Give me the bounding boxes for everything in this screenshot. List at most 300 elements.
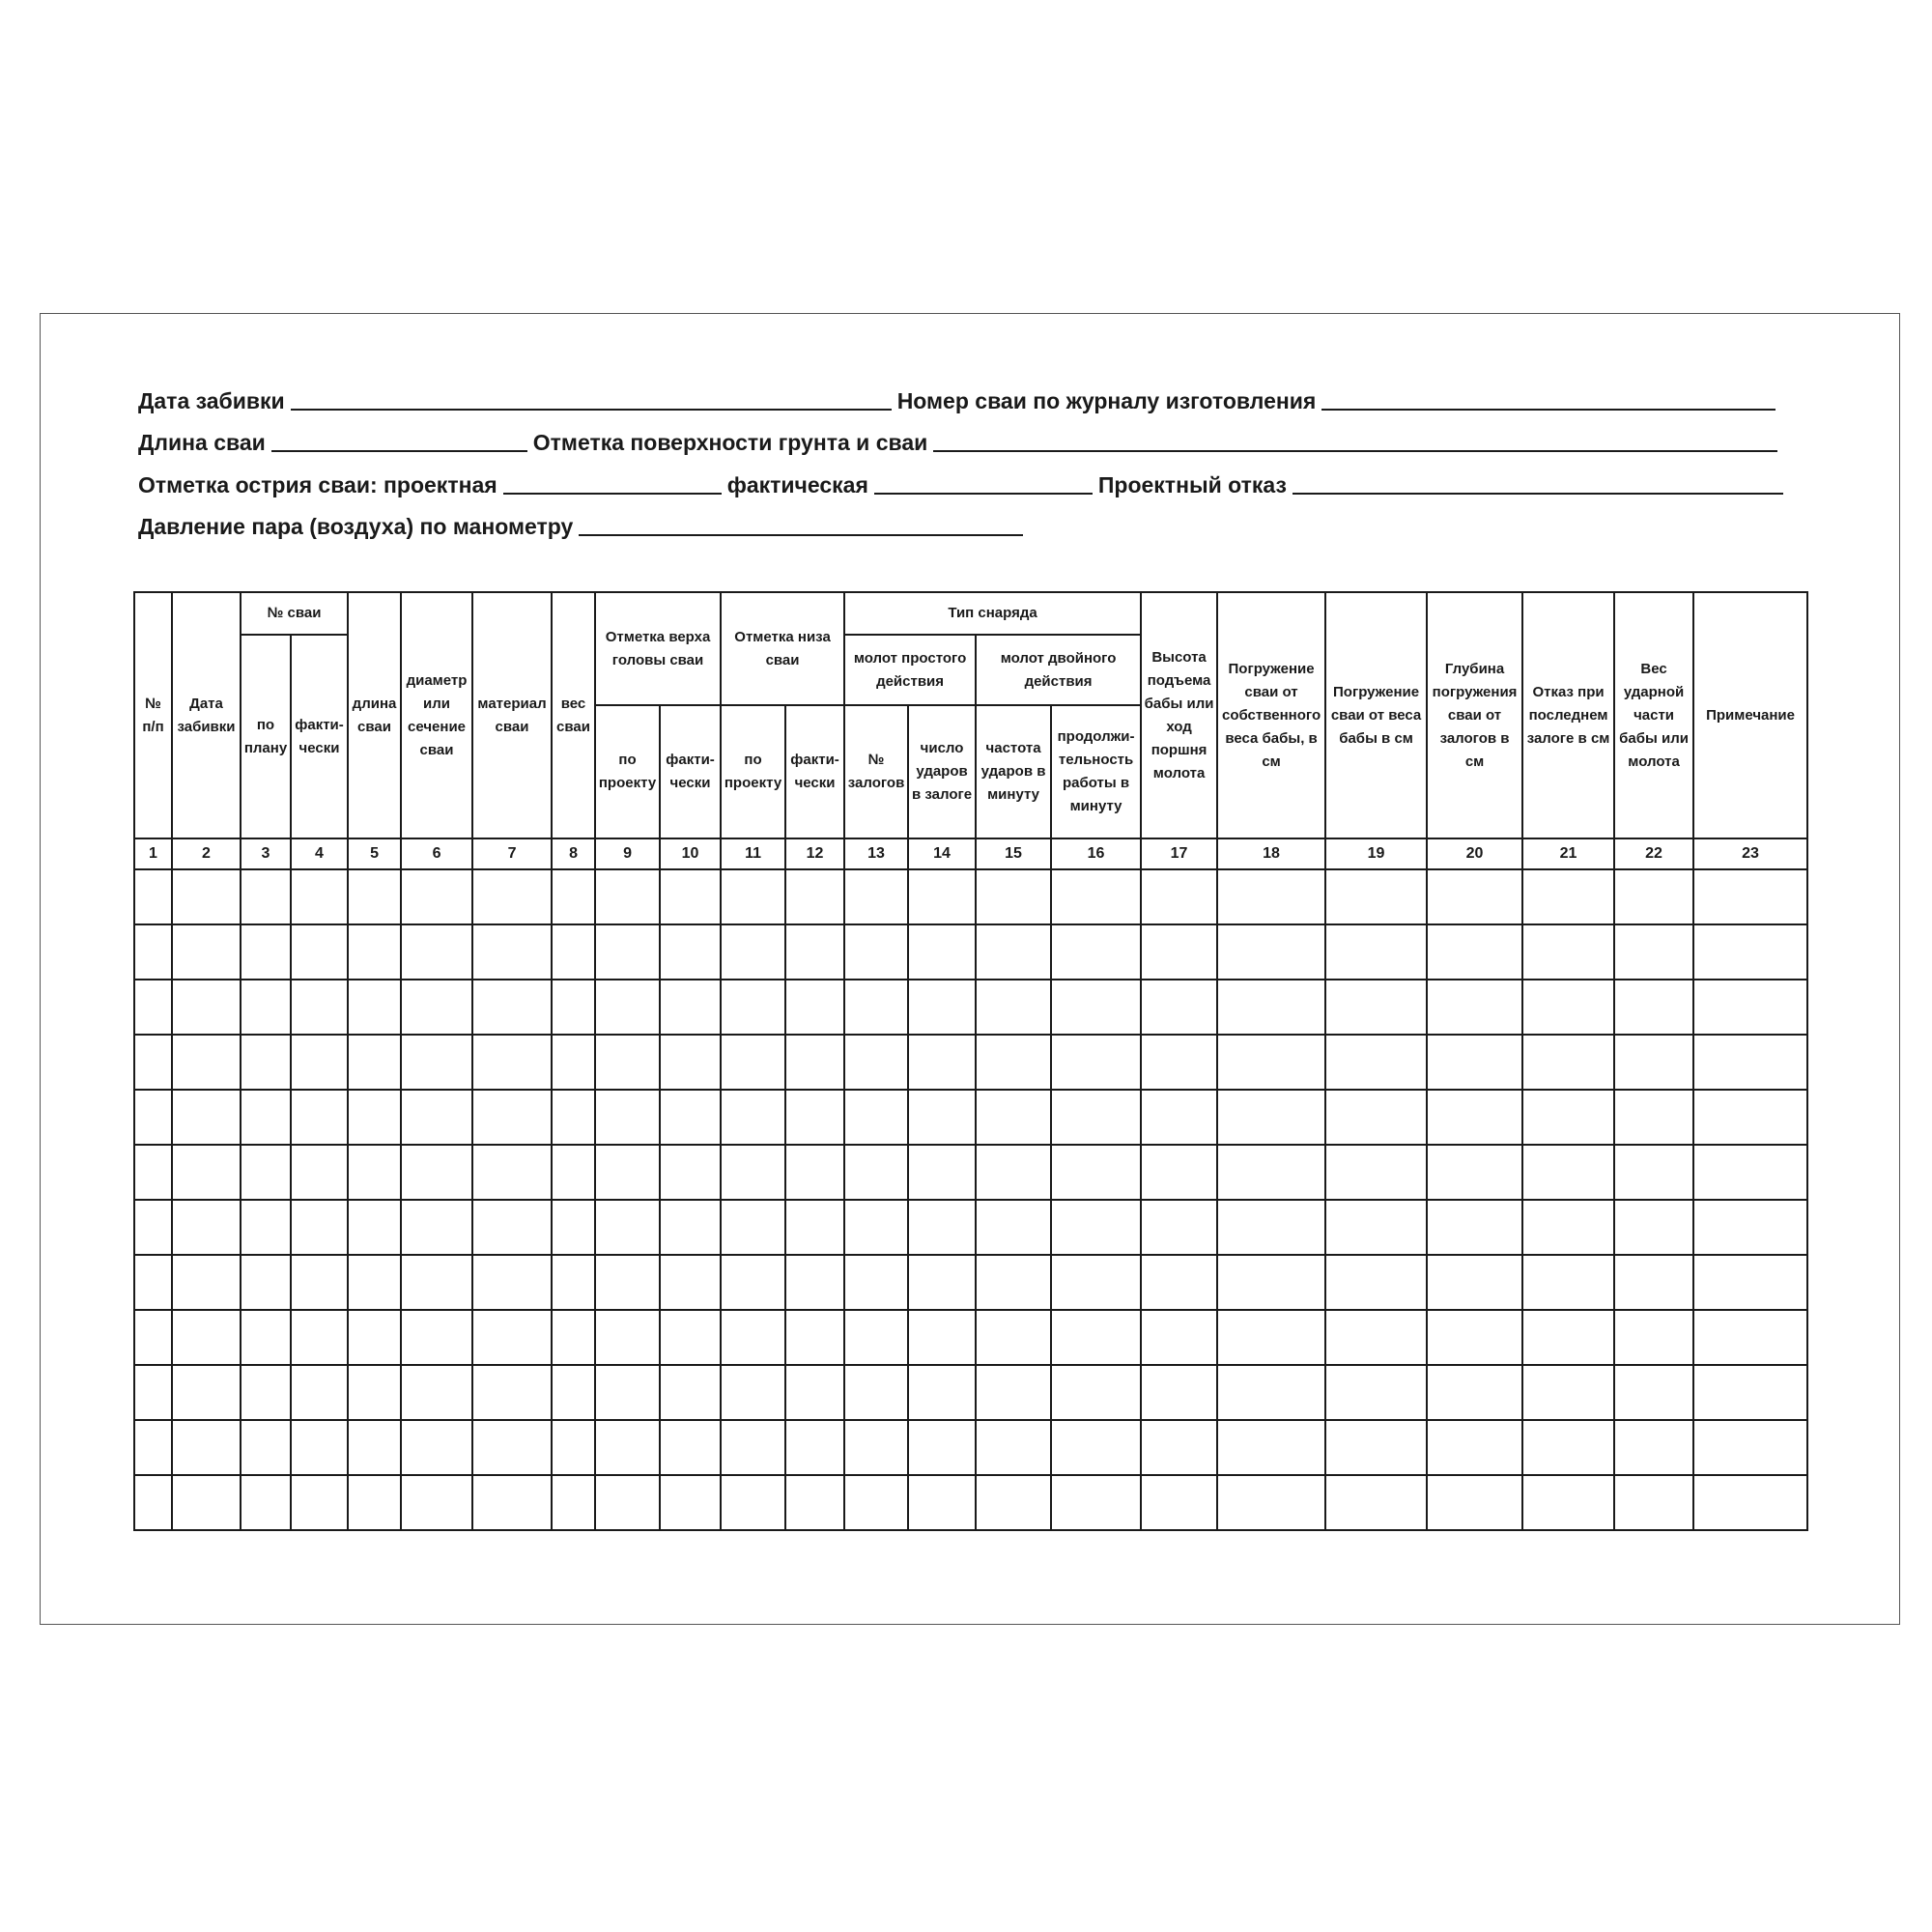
- table-cell[interactable]: [134, 1365, 172, 1420]
- table-cell[interactable]: [401, 980, 472, 1035]
- table-cell[interactable]: [134, 1200, 172, 1255]
- table-cell[interactable]: [134, 1035, 172, 1090]
- table-cell[interactable]: [976, 1090, 1051, 1145]
- table-cell[interactable]: [1693, 1310, 1807, 1365]
- table-cell[interactable]: [908, 1310, 976, 1365]
- table-cell[interactable]: [472, 1365, 552, 1420]
- table-cell[interactable]: [552, 1145, 595, 1200]
- table-cell[interactable]: [976, 1475, 1051, 1530]
- field-blank-tip-mark-fact[interactable]: [874, 471, 1093, 495]
- table-cell[interactable]: [908, 1475, 976, 1530]
- table-cell[interactable]: [401, 1035, 472, 1090]
- table-cell[interactable]: [1693, 924, 1807, 980]
- table-cell[interactable]: [172, 1475, 241, 1530]
- field-blank-drive-date[interactable]: [291, 387, 892, 411]
- table-cell[interactable]: [348, 980, 401, 1035]
- table-cell[interactable]: [908, 980, 976, 1035]
- table-cell[interactable]: [1522, 1200, 1614, 1255]
- table-cell[interactable]: [472, 869, 552, 924]
- table-cell[interactable]: [908, 1090, 976, 1145]
- table-cell[interactable]: [595, 1145, 660, 1200]
- table-cell[interactable]: [472, 924, 552, 980]
- table-cell[interactable]: [172, 1420, 241, 1475]
- table-cell[interactable]: [785, 1420, 844, 1475]
- table-cell[interactable]: [976, 869, 1051, 924]
- table-cell[interactable]: [785, 869, 844, 924]
- table-cell[interactable]: [1325, 869, 1427, 924]
- table-cell[interactable]: [1141, 1145, 1217, 1200]
- table-cell[interactable]: [1141, 1090, 1217, 1145]
- table-cell[interactable]: [348, 1035, 401, 1090]
- table-cell[interactable]: [1614, 1475, 1693, 1530]
- table-cell[interactable]: [1427, 1255, 1522, 1310]
- table-cell[interactable]: [595, 1475, 660, 1530]
- table-cell[interactable]: [1614, 1035, 1693, 1090]
- table-cell[interactable]: [908, 869, 976, 924]
- table-cell[interactable]: [1325, 1200, 1427, 1255]
- table-cell[interactable]: [1217, 1035, 1325, 1090]
- table-cell[interactable]: [291, 1310, 348, 1365]
- table-cell[interactable]: [134, 1420, 172, 1475]
- table-cell[interactable]: [1693, 1420, 1807, 1475]
- table-cell[interactable]: [1427, 1145, 1522, 1200]
- table-cell[interactable]: [241, 980, 291, 1035]
- table-cell[interactable]: [1427, 869, 1522, 924]
- table-cell[interactable]: [721, 1475, 785, 1530]
- table-cell[interactable]: [721, 869, 785, 924]
- table-cell[interactable]: [1217, 1310, 1325, 1365]
- table-cell[interactable]: [844, 980, 908, 1035]
- table-cell[interactable]: [844, 1090, 908, 1145]
- table-cell[interactable]: [552, 1475, 595, 1530]
- table-cell[interactable]: [472, 1035, 552, 1090]
- table-cell[interactable]: [401, 1310, 472, 1365]
- table-cell[interactable]: [241, 924, 291, 980]
- table-cell[interactable]: [1427, 980, 1522, 1035]
- table-cell[interactable]: [595, 924, 660, 980]
- table-cell[interactable]: [1522, 1145, 1614, 1200]
- table-cell[interactable]: [134, 1475, 172, 1530]
- table-cell[interactable]: [595, 1310, 660, 1365]
- table-cell[interactable]: [660, 1090, 721, 1145]
- table-cell[interactable]: [172, 1035, 241, 1090]
- col-header-date: Дата забивки: [172, 592, 241, 838]
- table-cell[interactable]: [976, 1365, 1051, 1420]
- table-cell[interactable]: [401, 1475, 472, 1530]
- table-cell[interactable]: [291, 869, 348, 924]
- table-cell[interactable]: [785, 1035, 844, 1090]
- table-cell[interactable]: [401, 1145, 472, 1200]
- table-cell[interactable]: [291, 924, 348, 980]
- table-cell[interactable]: [976, 1035, 1051, 1090]
- table-cell[interactable]: [1051, 1310, 1141, 1365]
- table-cell[interactable]: [844, 1420, 908, 1475]
- table-cell[interactable]: [1325, 1255, 1427, 1310]
- table-cell[interactable]: [401, 1090, 472, 1145]
- table-cell[interactable]: [1217, 1420, 1325, 1475]
- table-cell[interactable]: [595, 1365, 660, 1420]
- table-cell[interactable]: [1141, 980, 1217, 1035]
- table-cell[interactable]: [908, 1145, 976, 1200]
- table-cell[interactable]: [552, 1090, 595, 1145]
- table-cell[interactable]: [660, 1145, 721, 1200]
- table-cell[interactable]: [401, 869, 472, 924]
- table-cell[interactable]: [595, 980, 660, 1035]
- table-cell[interactable]: [660, 1200, 721, 1255]
- field-blank-pile-length[interactable]: [271, 429, 527, 452]
- table-cell[interactable]: [721, 924, 785, 980]
- table-cell[interactable]: [785, 1090, 844, 1145]
- table-cell[interactable]: [172, 869, 241, 924]
- table-cell[interactable]: [241, 1310, 291, 1365]
- table-cell[interactable]: [172, 1310, 241, 1365]
- table-cell[interactable]: [660, 924, 721, 980]
- col-header-bottom-mark-project: по проекту: [721, 705, 785, 838]
- table-cell[interactable]: [348, 1200, 401, 1255]
- table-cell[interactable]: [1141, 1310, 1217, 1365]
- table-cell[interactable]: [241, 1145, 291, 1200]
- header-line-4: [138, 509, 1029, 540]
- table-cell[interactable]: [1693, 1090, 1807, 1145]
- table-cell[interactable]: [291, 1090, 348, 1145]
- table-cell[interactable]: [721, 1200, 785, 1255]
- table-cell[interactable]: [660, 869, 721, 924]
- table-cell[interactable]: [721, 1420, 785, 1475]
- table-cell[interactable]: [1614, 869, 1693, 924]
- table-cell[interactable]: [1522, 924, 1614, 980]
- table-cell[interactable]: [1325, 1145, 1427, 1200]
- table-cell[interactable]: [348, 1420, 401, 1475]
- table-cell[interactable]: [1141, 1420, 1217, 1475]
- table-cell[interactable]: [1522, 1420, 1614, 1475]
- table-cell[interactable]: [552, 1420, 595, 1475]
- table-cell[interactable]: [1325, 1310, 1427, 1365]
- table-cell[interactable]: [908, 1200, 976, 1255]
- table-cell[interactable]: [785, 1365, 844, 1420]
- table-cell[interactable]: [785, 1200, 844, 1255]
- table-cell[interactable]: [1427, 1035, 1522, 1090]
- table-cell[interactable]: [785, 1310, 844, 1365]
- table-cell[interactable]: [134, 980, 172, 1035]
- table-cell[interactable]: [1693, 1255, 1807, 1310]
- table-cell[interactable]: [1522, 1310, 1614, 1365]
- table-cell[interactable]: [472, 980, 552, 1035]
- table-cell[interactable]: [1217, 1365, 1325, 1420]
- table-cell[interactable]: [908, 1255, 976, 1310]
- table-cell[interactable]: [844, 1365, 908, 1420]
- table-cell[interactable]: [291, 1255, 348, 1310]
- table-cell[interactable]: [660, 1420, 721, 1475]
- table-cell[interactable]: [721, 1090, 785, 1145]
- table-cell[interactable]: [1427, 1365, 1522, 1420]
- col-header-top-mark-fact: факти-чески: [660, 705, 721, 838]
- table-cell[interactable]: [1614, 1420, 1693, 1475]
- table-cell[interactable]: [1614, 924, 1693, 980]
- table-cell[interactable]: [172, 1255, 241, 1310]
- table-cell[interactable]: [348, 1090, 401, 1145]
- table-cell[interactable]: [785, 1255, 844, 1310]
- table-cell[interactable]: [1141, 1475, 1217, 1530]
- table-cell[interactable]: [1693, 1035, 1807, 1090]
- table-cell[interactable]: [1217, 869, 1325, 924]
- table-cell[interactable]: [908, 924, 976, 980]
- table-cell[interactable]: [1141, 1365, 1217, 1420]
- table-cell[interactable]: [844, 924, 908, 980]
- table-cell[interactable]: [1325, 980, 1427, 1035]
- table-cell[interactable]: [1217, 1255, 1325, 1310]
- table-cell[interactable]: [1051, 924, 1141, 980]
- table-cell[interactable]: [172, 1145, 241, 1200]
- table-cell[interactable]: [976, 980, 1051, 1035]
- table-cell[interactable]: [552, 1365, 595, 1420]
- table-cell[interactable]: [1325, 1365, 1427, 1420]
- table-cell[interactable]: [134, 869, 172, 924]
- table-cell[interactable]: [241, 1420, 291, 1475]
- col-header-own-weight-sink: Погружение сваи от собственного веса бабы, в см: [1217, 592, 1325, 838]
- table-cell[interactable]: [844, 1035, 908, 1090]
- table-cell[interactable]: [1522, 869, 1614, 924]
- table-cell[interactable]: [1427, 1090, 1522, 1145]
- table-cell[interactable]: [1522, 1035, 1614, 1090]
- header-line-1: [138, 384, 1781, 414]
- table-cell[interactable]: [401, 1200, 472, 1255]
- table-cell[interactable]: [1427, 1475, 1522, 1530]
- table-cell[interactable]: [472, 1255, 552, 1310]
- table-cell[interactable]: [1051, 1090, 1141, 1145]
- table-cell[interactable]: [348, 1255, 401, 1310]
- header-line-2: [138, 425, 1783, 456]
- table-cell[interactable]: [1614, 980, 1693, 1035]
- table-cell[interactable]: [291, 1145, 348, 1200]
- table-cell[interactable]: [1693, 1365, 1807, 1420]
- table-cell[interactable]: [721, 1145, 785, 1200]
- table-cell[interactable]: [552, 869, 595, 924]
- table-cell[interactable]: [1051, 1035, 1141, 1090]
- table-cell[interactable]: [1141, 869, 1217, 924]
- table-cell[interactable]: [552, 1035, 595, 1090]
- table-cell[interactable]: [721, 1035, 785, 1090]
- table-cell[interactable]: [1141, 1200, 1217, 1255]
- table-cell[interactable]: [172, 980, 241, 1035]
- table-cell[interactable]: [1217, 1090, 1325, 1145]
- table-cell[interactable]: [660, 1255, 721, 1310]
- col-header-bottom-mark-fact: факти-чески: [785, 705, 844, 838]
- table-cell[interactable]: [348, 924, 401, 980]
- table-cell[interactable]: [401, 1255, 472, 1310]
- table-cell[interactable]: [595, 1420, 660, 1475]
- table-cell[interactable]: [1522, 1365, 1614, 1420]
- table-cell[interactable]: [976, 1145, 1051, 1200]
- table-cell[interactable]: [401, 1420, 472, 1475]
- column-number: 11: [721, 838, 785, 869]
- table-cell[interactable]: [976, 1420, 1051, 1475]
- table-cell[interactable]: [1522, 980, 1614, 1035]
- table-cell[interactable]: [1522, 1255, 1614, 1310]
- table-cell[interactable]: [401, 924, 472, 980]
- field-blank-design-refusal[interactable]: [1293, 471, 1783, 495]
- field-label-design-refusal: Проектный отказ: [1097, 472, 1287, 497]
- table-cell[interactable]: [1051, 1420, 1141, 1475]
- table-cell[interactable]: [660, 1035, 721, 1090]
- table-cell[interactable]: [172, 1090, 241, 1145]
- table-cell[interactable]: [1051, 1200, 1141, 1255]
- table-cell[interactable]: [472, 1200, 552, 1255]
- table-cell[interactable]: [660, 1475, 721, 1530]
- table-cell[interactable]: [1217, 1200, 1325, 1255]
- table-cell[interactable]: [134, 1090, 172, 1145]
- table-cell[interactable]: [241, 1200, 291, 1255]
- table-cell[interactable]: [721, 1365, 785, 1420]
- table-cell[interactable]: [472, 1420, 552, 1475]
- table-cell[interactable]: [595, 1255, 660, 1310]
- table-cell[interactable]: [595, 869, 660, 924]
- table-cell[interactable]: [1427, 924, 1522, 980]
- table-cell[interactable]: [348, 1145, 401, 1200]
- table-cell[interactable]: [1614, 1255, 1693, 1310]
- table-cell[interactable]: [134, 1145, 172, 1200]
- table-cell[interactable]: [1614, 1145, 1693, 1200]
- table-cell[interactable]: [908, 1365, 976, 1420]
- table-cell[interactable]: [1141, 924, 1217, 980]
- table-cell[interactable]: [291, 980, 348, 1035]
- table-cell[interactable]: [721, 1255, 785, 1310]
- col-header-striker-weight: Вес ударной части бабы или молота: [1614, 592, 1693, 838]
- table-cell[interactable]: [1325, 1420, 1427, 1475]
- table-cell[interactable]: [660, 1310, 721, 1365]
- table-cell[interactable]: [1325, 1475, 1427, 1530]
- col-header-single-hammer: молот простого действия: [844, 635, 976, 705]
- table-cell[interactable]: [472, 1310, 552, 1365]
- table-cell[interactable]: [1693, 1200, 1807, 1255]
- table-cell[interactable]: [1051, 1145, 1141, 1200]
- field-blank-journal-number[interactable]: [1321, 387, 1776, 411]
- table-cell[interactable]: [1051, 980, 1141, 1035]
- column-number-row: [134, 838, 1807, 869]
- table-cell[interactable]: [172, 1200, 241, 1255]
- table-cell[interactable]: [785, 1475, 844, 1530]
- table-cell[interactable]: [1427, 1200, 1522, 1255]
- table-cell[interactable]: [595, 1090, 660, 1145]
- table-cell[interactable]: [721, 980, 785, 1035]
- table-cell[interactable]: [552, 1200, 595, 1255]
- table-cell[interactable]: [1427, 1310, 1522, 1365]
- table-cell[interactable]: [844, 1145, 908, 1200]
- table-cell[interactable]: [291, 1420, 348, 1475]
- table-row: [134, 1035, 1807, 1090]
- table-cell[interactable]: [1693, 1475, 1807, 1530]
- table-cell[interactable]: [976, 1255, 1051, 1310]
- table-cell[interactable]: [1325, 924, 1427, 980]
- table-cell[interactable]: [1522, 1475, 1614, 1530]
- table-cell[interactable]: [660, 1365, 721, 1420]
- table-cell[interactable]: [291, 1035, 348, 1090]
- table-cell[interactable]: [1217, 1475, 1325, 1530]
- table-cell[interactable]: [241, 1475, 291, 1530]
- table-cell[interactable]: [1051, 869, 1141, 924]
- table-cell[interactable]: [291, 1475, 348, 1530]
- table-cell[interactable]: [660, 980, 721, 1035]
- table-cell[interactable]: [401, 1365, 472, 1420]
- table-cell[interactable]: [472, 1475, 552, 1530]
- table-cell[interactable]: [134, 1310, 172, 1365]
- table-cell[interactable]: [241, 1035, 291, 1090]
- table-cell[interactable]: [908, 1420, 976, 1475]
- table-cell[interactable]: [844, 1475, 908, 1530]
- table-cell[interactable]: [1693, 869, 1807, 924]
- table-cell[interactable]: [1693, 1145, 1807, 1200]
- table-cell[interactable]: [1217, 1145, 1325, 1200]
- table-cell[interactable]: [1051, 1365, 1141, 1420]
- table-cell[interactable]: [1141, 1255, 1217, 1310]
- table-cell[interactable]: [844, 869, 908, 924]
- table-cell[interactable]: [134, 924, 172, 980]
- table-cell[interactable]: [241, 1255, 291, 1310]
- table-cell[interactable]: [1522, 1090, 1614, 1145]
- table-cell[interactable]: [976, 1310, 1051, 1365]
- table-cell[interactable]: [1217, 980, 1325, 1035]
- table-cell[interactable]: [241, 1090, 291, 1145]
- table-cell[interactable]: [595, 1035, 660, 1090]
- table-cell[interactable]: [1427, 1420, 1522, 1475]
- table-cell[interactable]: [721, 1310, 785, 1365]
- table-cell[interactable]: [1693, 980, 1807, 1035]
- table-cell[interactable]: [172, 924, 241, 980]
- table-cell[interactable]: [785, 980, 844, 1035]
- table-cell[interactable]: [348, 1475, 401, 1530]
- table-cell[interactable]: [348, 1310, 401, 1365]
- table-cell[interactable]: [1614, 1090, 1693, 1145]
- table-cell[interactable]: [472, 1145, 552, 1200]
- table-cell[interactable]: [595, 1200, 660, 1255]
- table-cell[interactable]: [552, 1310, 595, 1365]
- table-cell[interactable]: [552, 924, 595, 980]
- table-cell[interactable]: [241, 869, 291, 924]
- field-blank-ground-mark[interactable]: [933, 429, 1777, 452]
- table-cell[interactable]: [976, 924, 1051, 980]
- table-cell[interactable]: [1614, 1365, 1693, 1420]
- table-cell[interactable]: [472, 1090, 552, 1145]
- table-cell[interactable]: [552, 980, 595, 1035]
- table-cell[interactable]: [348, 1365, 401, 1420]
- table-cell[interactable]: [1217, 924, 1325, 980]
- table-cell[interactable]: [1141, 1035, 1217, 1090]
- table-cell[interactable]: [552, 1255, 595, 1310]
- table-cell[interactable]: [844, 1310, 908, 1365]
- table-cell[interactable]: [291, 1365, 348, 1420]
- table-cell[interactable]: [1325, 1035, 1427, 1090]
- table-cell[interactable]: [134, 1255, 172, 1310]
- table-cell[interactable]: [1614, 1200, 1693, 1255]
- table-cell[interactable]: [785, 1145, 844, 1200]
- table-cell[interactable]: [172, 1365, 241, 1420]
- table-cell[interactable]: [976, 1200, 1051, 1255]
- table-cell[interactable]: [291, 1200, 348, 1255]
- table-cell[interactable]: [1614, 1310, 1693, 1365]
- table-cell[interactable]: [785, 924, 844, 980]
- table-cell[interactable]: [844, 1200, 908, 1255]
- field-blank-pressure[interactable]: [579, 513, 1023, 536]
- table-cell[interactable]: [1051, 1475, 1141, 1530]
- table-cell[interactable]: [241, 1365, 291, 1420]
- field-blank-tip-mark-project[interactable]: [503, 471, 722, 495]
- table-cell[interactable]: [1325, 1090, 1427, 1145]
- column-number: 20: [1427, 838, 1522, 869]
- table-cell[interactable]: [348, 869, 401, 924]
- table-cell[interactable]: [1051, 1255, 1141, 1310]
- field-label-pressure: Давление пара (воздуха) по манометру: [138, 514, 574, 539]
- table-cell[interactable]: [844, 1255, 908, 1310]
- table-cell[interactable]: [908, 1035, 976, 1090]
